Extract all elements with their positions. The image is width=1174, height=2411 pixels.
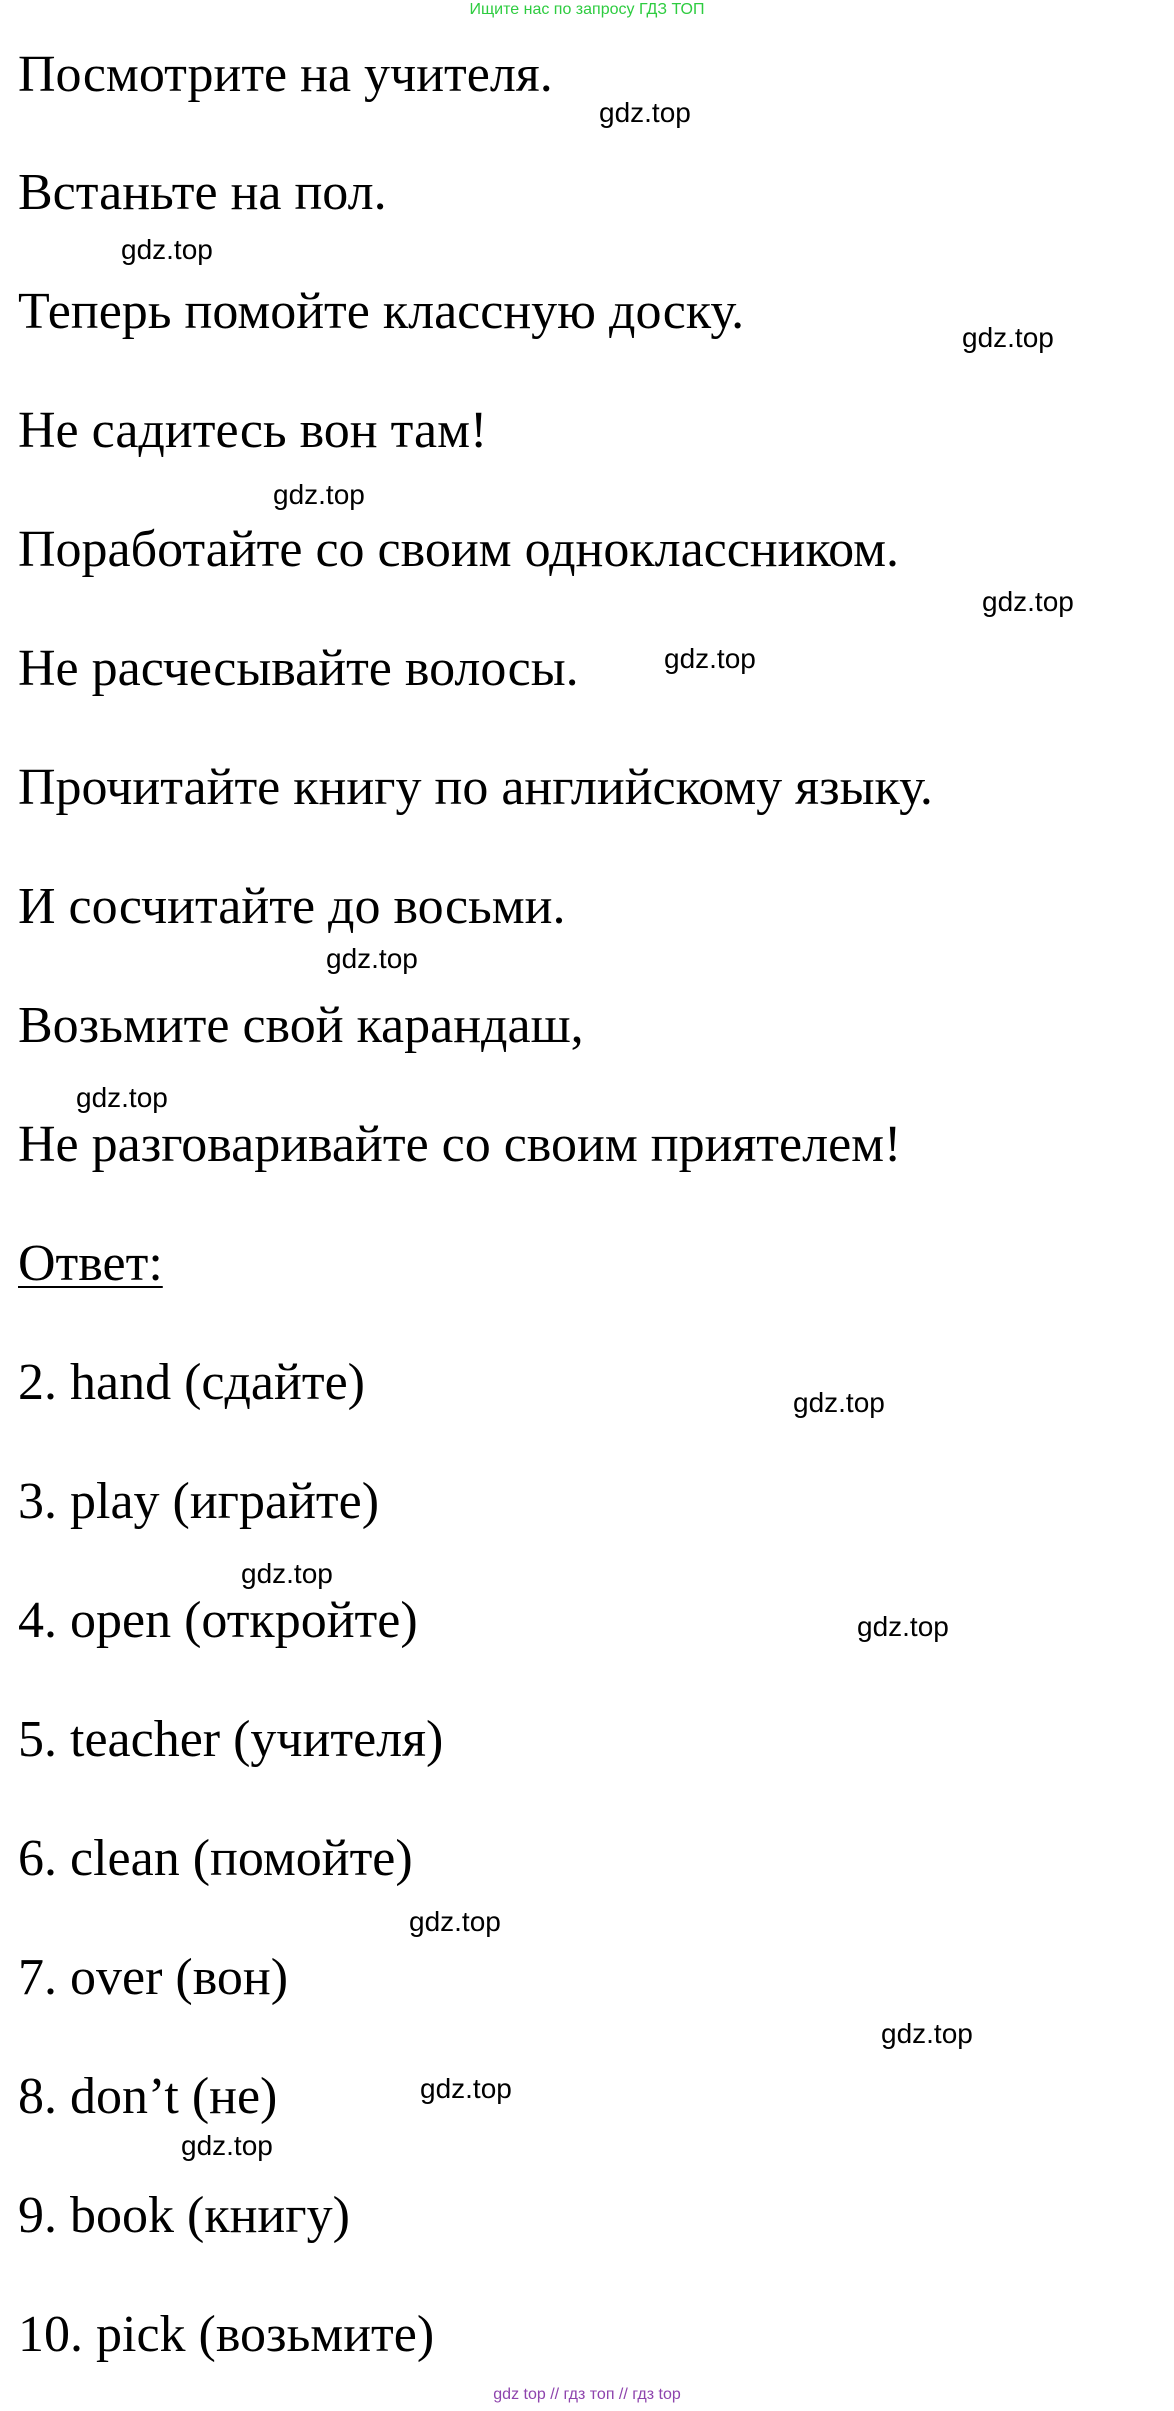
text-line: Не расчесывайте волосы. [18, 640, 579, 697]
answer-item: 5. teacher (учителя) [18, 1711, 444, 1768]
text-line: Не разговаривайте со своим приятелем! [18, 1116, 902, 1173]
text-line: Возьмите свой карандаш, [18, 997, 584, 1054]
watermark: gdz.top [181, 2130, 273, 2161]
answer-item: 3. play (играйте) [18, 1473, 380, 1530]
watermark: gdz.top [76, 1082, 168, 1113]
text-line: Прочитайте книгу по английскому языку. [18, 759, 933, 816]
text-line: Встаньте на пол. [18, 164, 387, 221]
answer-item: 6. clean (помойте) [18, 1830, 413, 1887]
watermark: gdz.top [273, 479, 365, 510]
answer-item: 10. pick (возьмите) [18, 2306, 435, 2363]
watermark: gdz.top [664, 643, 756, 674]
watermark: gdz.top [241, 1558, 333, 1589]
watermark: gdz.top [982, 586, 1074, 617]
answer-item: 8. don’t (не) [18, 2068, 278, 2125]
watermark: gdz.top [962, 322, 1054, 353]
watermark: gdz.top [857, 1611, 949, 1642]
watermark: gdz.top [793, 1387, 885, 1418]
watermark: gdz.top [409, 1906, 501, 1937]
text-line: Посмотрите на учителя. [18, 46, 553, 103]
text-line: Не садитесь вон там! [18, 402, 488, 459]
text-line: И сосчитайте до восьми. [18, 878, 566, 935]
watermark: gdz.top [881, 2018, 973, 2049]
answer-item: 9. book (книгу) [18, 2187, 350, 2244]
watermark: gdz.top [420, 2073, 512, 2104]
header-banner: Ищите нас по запросу ГДЗ ТОП [469, 1, 705, 18]
watermark: gdz.top [326, 943, 418, 974]
answer-item: 4. open (откройте) [18, 1592, 418, 1649]
watermark: gdz.top [121, 234, 213, 265]
answer-heading: Ответ: [18, 1235, 163, 1292]
footer-banner: gdz top // гдз топ // гдз top [493, 2386, 681, 2403]
text-line: Поработайте со своим одноклассником. [18, 521, 900, 578]
watermark: gdz.top [599, 97, 691, 128]
text-line: Теперь помойте классную доску. [18, 283, 745, 340]
answer-item: 2. hand (сдайте) [18, 1354, 365, 1411]
answer-item: 7. over (вон) [18, 1949, 289, 2006]
